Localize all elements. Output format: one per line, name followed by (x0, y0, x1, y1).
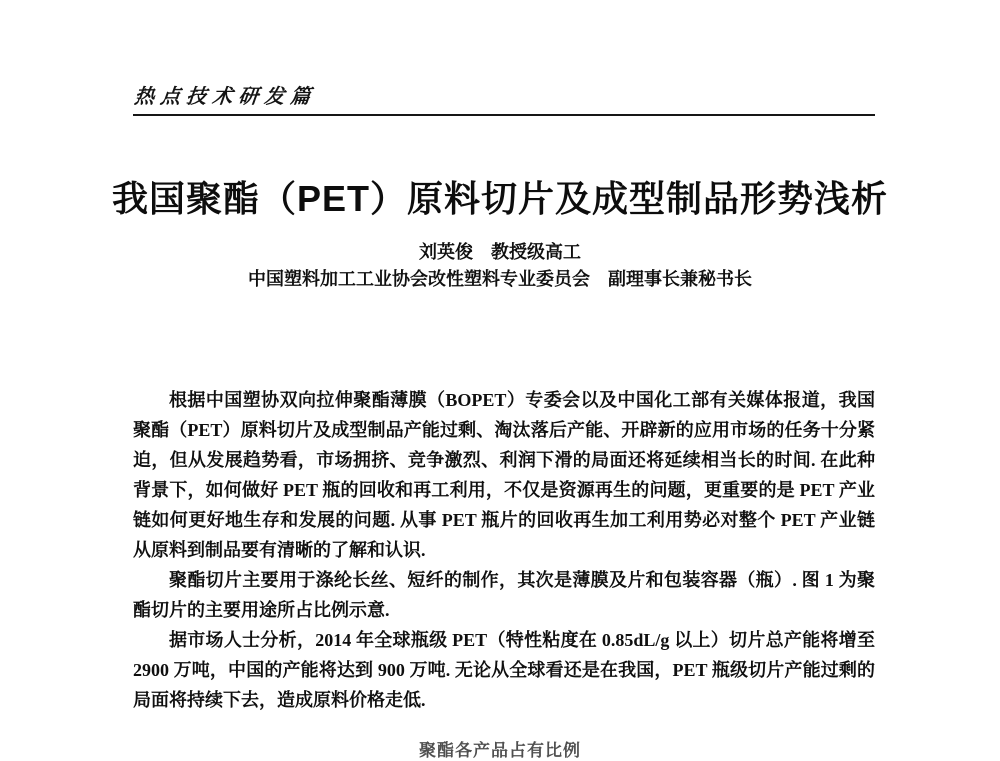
article-body (133, 385, 875, 715)
article-title: 我国聚酯（PET）原料切片及成型制品形势浅析 (111, 178, 888, 219)
affiliation-line: 中国塑料加工工业协会改性塑料专业委员会 副理事长兼秘书长 (248, 269, 752, 289)
section-header-rule (133, 114, 875, 116)
figure-caption: 聚酯各产品占有比例 (419, 741, 581, 760)
paragraph-3: 据市场人士分析，2014 年全球瓶级 PET（特性粘度在 0.85dL/g 以上）切片总产能将增至 2900 万吨，中国的产能将达到 900 万吨. 无论从全球看还是在我国，PET 瓶级切片产能过剩的局面将持续下去，造成原料价格走低. (133, 630, 875, 710)
paragraph-2: 聚酯切片主要用于涤纶长丝、短纤的制作，其次是薄膜及片和包装容器（瓶）. 图 1 为聚酯切片的主要用途所占比例示意. (133, 570, 875, 620)
section-header (133, 80, 875, 116)
author-line: 刘英俊 教授级高工 (419, 242, 581, 262)
section-header-label: 热点技术研发篇 (133, 86, 318, 108)
paragraph-1: 根据中国塑协双向拉伸聚酯薄膜（BOPET）专委会以及中国化工部有关媒体报道，我国聚酯（PET）原料切片及成型制品产能过剩、淘汰落后产能、开辟新的应用市场的任务十分紧迫，但从发展趋势看，市场拥挤、竞争激烈、利润下滑的局面还将延续相当长的时间. 在此种背景下，如何做好 PET 瓶的回收和再工利用，不仅是资源再生的问题，更重要的是 PET 产业链如何更好地生存和发展的问题. 从事 PET 瓶片的回收再生加工利用势必对整个 PET 产业链从原料到制品要有清晰的了解和认识. (133, 390, 876, 560)
